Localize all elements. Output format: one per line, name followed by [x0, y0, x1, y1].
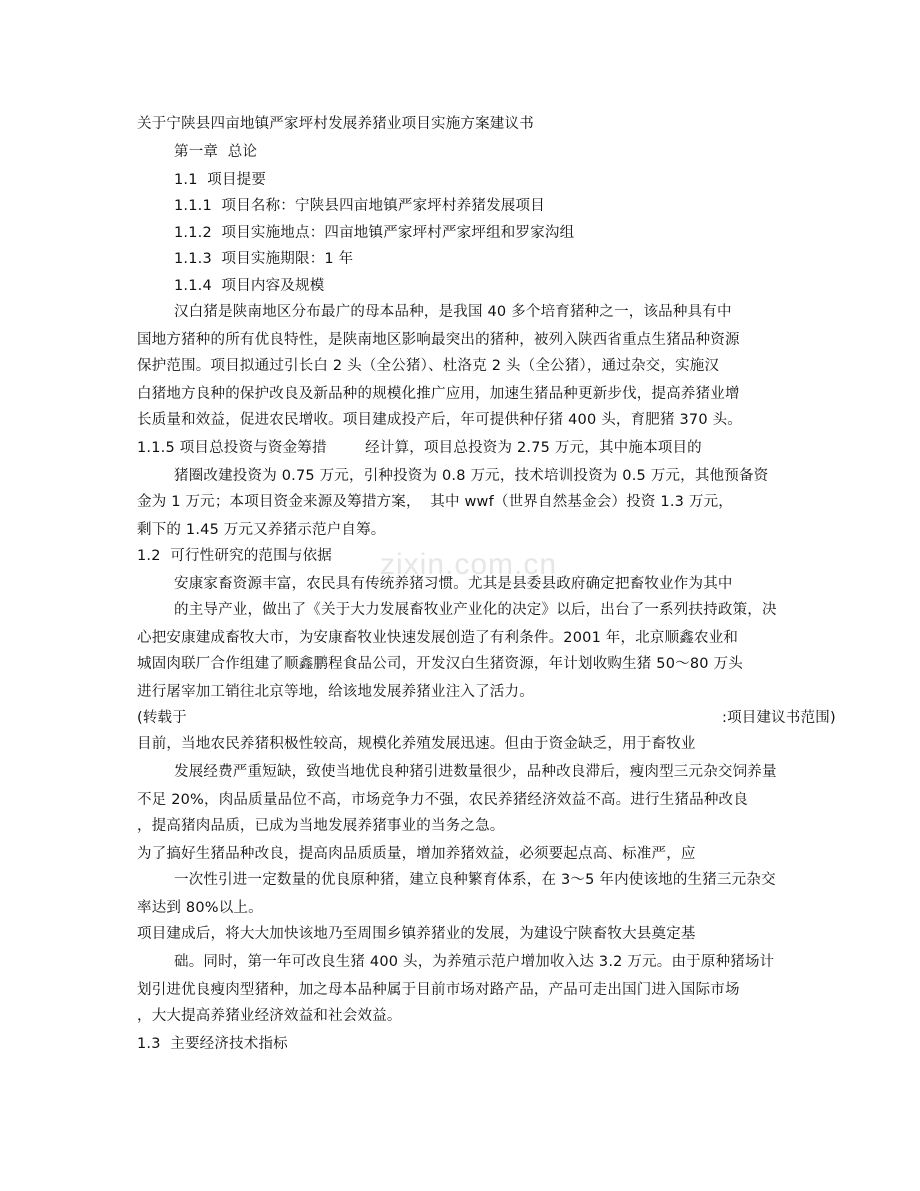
- paragraph-line: 1.1.5 项目总投资与资金筹措 经计算，项目总投资为 2.75 万元，其中施本项目的: [137, 440, 702, 456]
- subsection-item: 1.1.3 项目实施期限：1 年: [174, 251, 354, 267]
- paragraph-line: 国地方猪种的所有优良特性，是陕南地区影响最突出的猪种，被列入陕西省重点生猪品种资源: [137, 332, 740, 348]
- paragraph-line: 一次性引进一定数量的优良原种猪，建立良种繁育体系，在 3～5 年内使该地的生猪三元杂交: [174, 872, 776, 888]
- paragraph-line: 长质量和效益，促进农民增收。项目建成投产后，年可提供种仔猪 400 头，育肥猪 370 头。: [137, 412, 742, 428]
- paragraph-line: ，提高猪肉品质，已成为当地发展养猪事业的当务之急。: [137, 818, 505, 834]
- section-heading: 1.1 项目提要: [174, 172, 267, 188]
- paragraph-line: 发展经费严重短缺，致使当地优良种猪引进数量很少，品种改良滞后，瘦肉型三元杂交饲养量: [174, 764, 777, 780]
- paragraph-line: 汉白猪是陕南地区分布最广的母本品种，是我国 40 多个培育猪种之一，该品种具有中: [174, 304, 732, 320]
- paragraph-line: 不足 20%，肉品质量品位不高，市场竞争力不强，农民养猪经济效益不高。进行生猪品种改良: [137, 792, 748, 808]
- paragraph-line: 项目建成后，将大大加快该地乃至周围乡镇养猪业的发展，为建设宁陕畜牧大县奠定基: [137, 926, 696, 942]
- subsection-item: 1.1.4 项目内容及规模: [174, 278, 325, 294]
- paragraph-line: ，大大提高养猪业经济效益和社会效益。: [137, 1008, 402, 1024]
- paragraph-line: 1.2 可行性研究的范围与依据: [137, 548, 332, 564]
- paragraph-line: 保护范围。项目拟通过引长白 2 头（全公猪）、杜洛克 2 头（全公猪），通过杂交，实施汉: [137, 358, 720, 374]
- paragraph-line: 础。同时，第一年可改良生猪 400 头，为养殖示范户增加收入达 3.2 万元。由于原种猪场计: [174, 954, 775, 970]
- paragraph-line: 的主导产业，做出了《关于大力发展畜牧业产业化的决定》以后，出台了一系列扶持政策，决: [174, 602, 777, 618]
- watermark: zixin.com.cn: [380, 548, 558, 581]
- paragraph-line: 金为 1 万元；本项目资金来源及筹措方案， 其中 wwf（世界自然基金会）投资 1.3 万元，: [137, 494, 733, 510]
- paragraph-line: (转载于: [137, 710, 187, 726]
- paragraph-line: 心把安康建成畜牧大市，为安康畜牧业快速发展创造了有利条件。2001 年，北京顺鑫农业和: [137, 630, 739, 646]
- paragraph-line: 猪圈改建投资为 0.75 万元，引种投资为 0.8 万元，技术培训投资为 0.5 万元，其他预备资: [174, 468, 769, 484]
- subsection-item: 1.1.1 项目名称：宁陕县四亩地镇严家坪村养猪发展项目: [174, 198, 545, 214]
- source-note: :项目建议书范围): [722, 710, 836, 726]
- paragraph-line: 剩下的 1.45 万元又养猪示范户自筹。: [137, 522, 386, 538]
- paragraph-line: 白猪地方良种的保护改良及新品种的规模化推广应用，加速生猪品种更新步伐，提高养猪业增: [137, 386, 740, 402]
- chapter-heading: 第一章 总论: [174, 144, 258, 160]
- paragraph-line: 划引进优良瘦肉型猪种，加之母本品种属于目前市场对路产品，产品可走出国门进入国际市场: [137, 982, 740, 998]
- paragraph-line: 进行屠宰加工销往北京等地，给该地发展养猪业注入了活力。: [137, 684, 534, 700]
- subsection-item: 1.1.2 项目实施地点：四亩地镇严家坪村严家坪组和罗家沟组: [174, 225, 575, 241]
- paragraph-line: 率达到 80%以上。: [137, 900, 263, 916]
- section-heading: 安康家畜资源丰富，农民具有传统养猪习惯。尤其是县委县政府确定把畜牧业作为其中: [174, 576, 733, 592]
- paragraph-line: 1.3 主要经济技术指标: [137, 1036, 288, 1052]
- paragraph-line: 为了搞好生猪品种改良，提高肉品质质量，增加养猪效益，必须要起点高、标准严，应: [137, 846, 696, 862]
- document-title: 关于宁陕县四亩地镇严家坪村发展养猪业项目实施方案建议书: [137, 116, 534, 132]
- source-note: 目前，当地农民养猪积极性较高，规模化养殖发展迅速。但由于资金缺乏，用于畜牧业: [137, 736, 696, 752]
- paragraph-line: 城固肉联厂合作组建了顺鑫鹏程食品公司，开发汉白生猪资源，年计划收购生猪 50～80 万头: [137, 656, 743, 672]
